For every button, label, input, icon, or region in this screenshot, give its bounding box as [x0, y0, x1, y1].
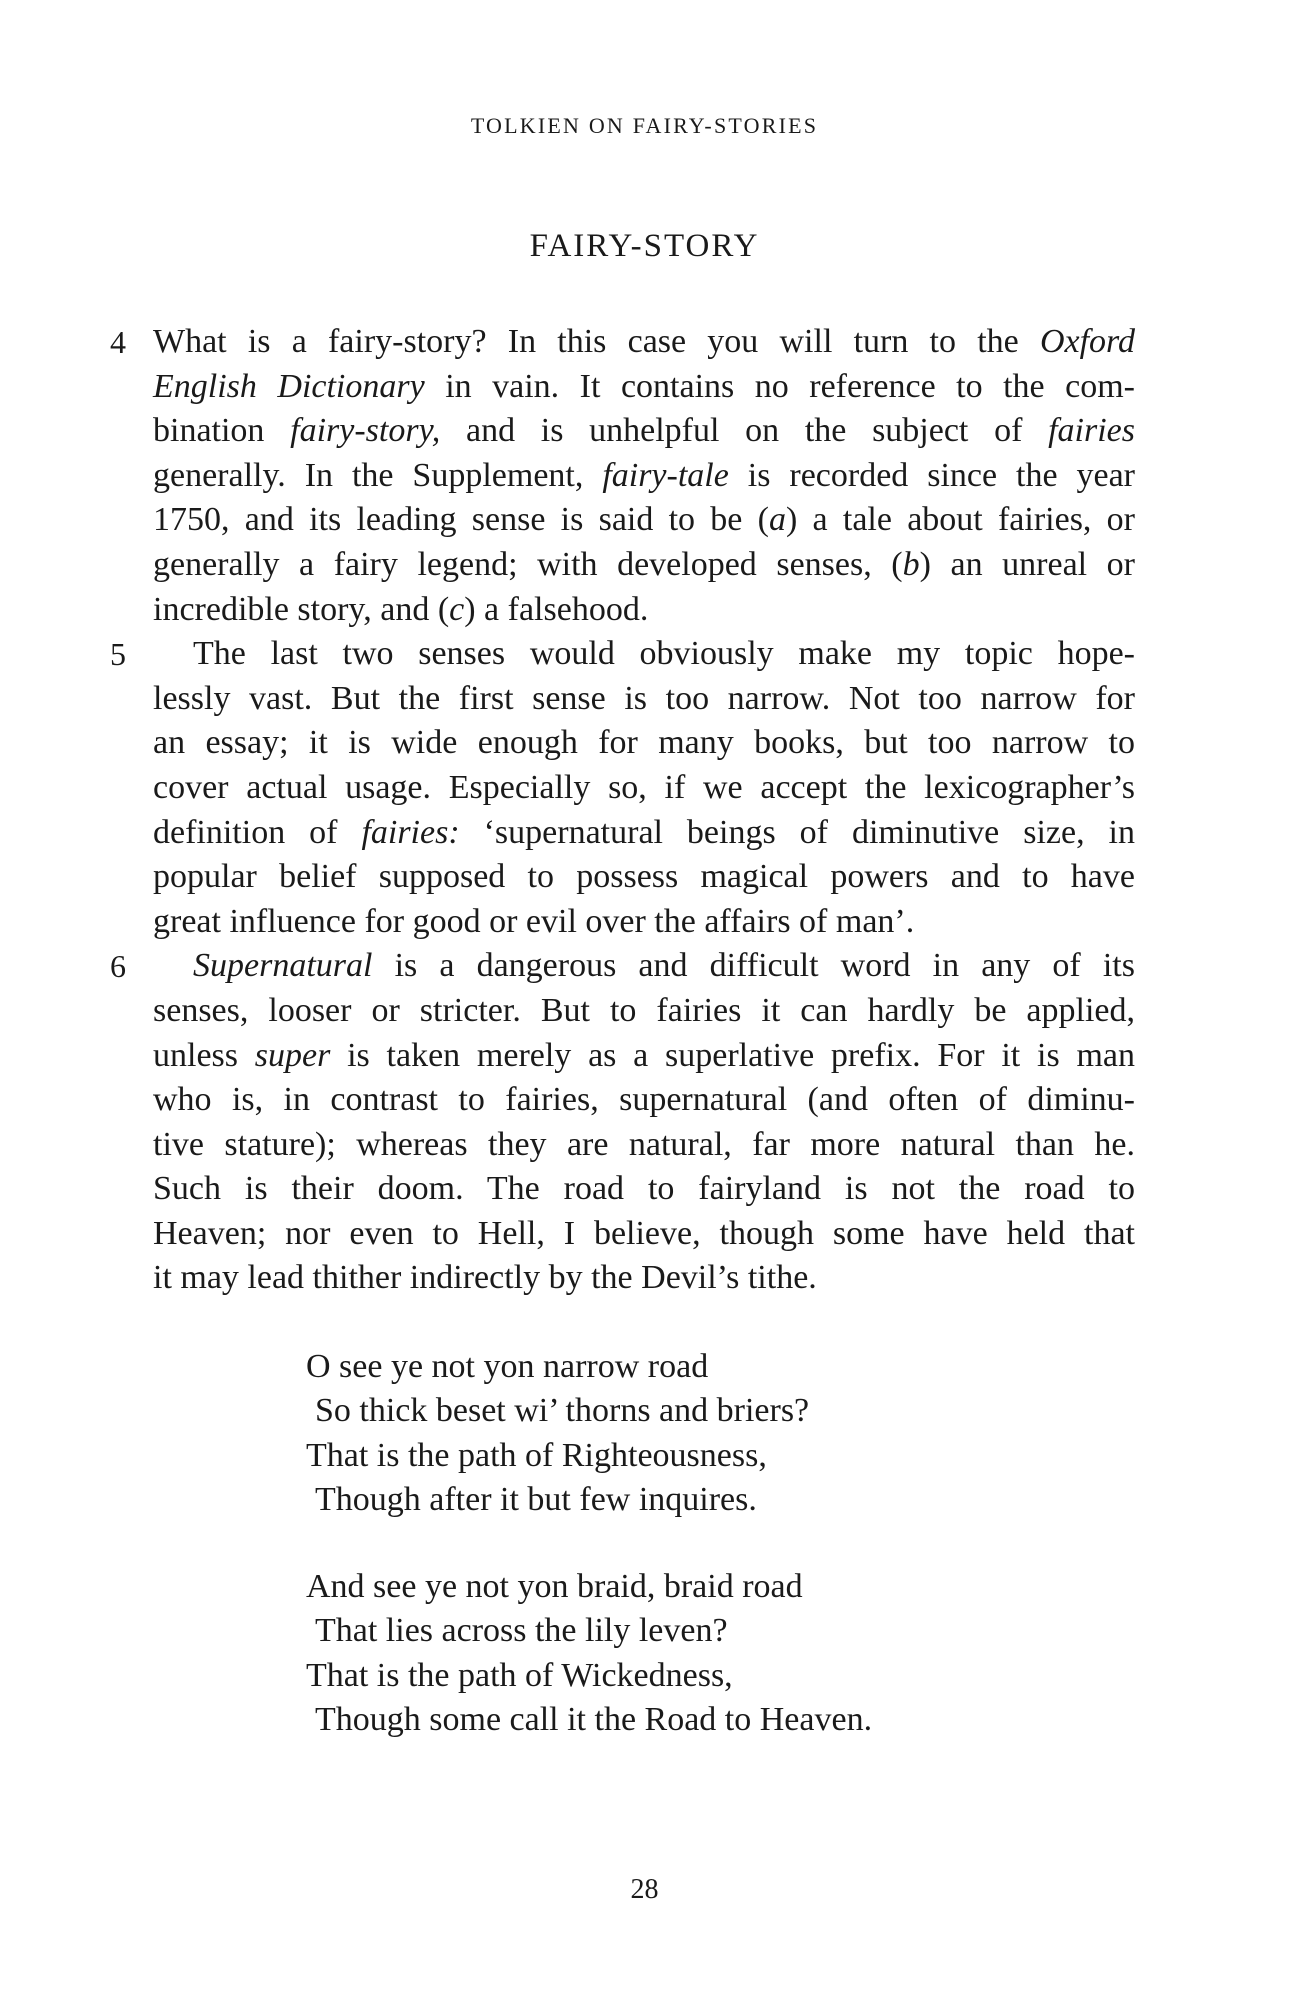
italic-text: c: [449, 590, 465, 628]
italic-text: Oxford: [1039, 323, 1135, 360]
text-line: [153, 632, 1135, 677]
paragraph-number: 5: [110, 636, 126, 673]
page-number: 28: [630, 1874, 659, 1905]
poem-line: O see ye not yon narrow road: [306, 1348, 709, 1385]
text-segment: incredible story, and (: [153, 590, 450, 628]
paragraph-number: 6: [110, 948, 126, 985]
italic-text: Supernatural: [193, 947, 373, 985]
text-segment: lessly vast. But the first sense is too narrow. Not too narrow for: [153, 679, 1135, 717]
paragraph-number: 4: [110, 324, 126, 360]
text-segment: ‘supernatural beings of diminutive size, in: [459, 813, 1135, 851]
text-line: [153, 811, 1135, 856]
text-line: [153, 989, 1135, 1034]
poem-stanza: [306, 1565, 872, 1742]
text-segment: Heaven; nor even to Hell, I believe, though some have held that: [153, 1214, 1135, 1252]
poem-line: Though some call it the Road to Heaven.: [315, 1701, 873, 1739]
text-segment: senses, looser or stricter. But to fairies it can hardly be applied,: [153, 991, 1135, 1029]
italic-text: b: [902, 545, 920, 583]
italic-text: a: [768, 501, 786, 539]
text-line: [153, 900, 1135, 945]
poem-line: That is the path of Wickedness,: [306, 1656, 733, 1694]
text-line: [153, 1212, 1135, 1257]
text-line: [153, 677, 1135, 722]
text-line: [153, 588, 1135, 633]
text-segment: and is unhelpful on the subject of: [440, 412, 1049, 450]
italic-text: fairy-story,: [290, 412, 441, 450]
text-segment: is a dangerous and difficult word in any of its: [372, 947, 1135, 985]
italic-text: fairies:: [361, 813, 460, 851]
text-line: [153, 365, 1135, 410]
section-title: FAIRY-STORY: [529, 228, 760, 264]
text-line: [153, 454, 1135, 499]
italic-text: English Dictionary: [153, 367, 425, 405]
text-line: [153, 944, 1135, 989]
text-line: [153, 409, 1135, 454]
running-head: TOLKIEN ON FAIRY-STORIES: [470, 113, 819, 138]
text-segment: unless: [153, 1036, 255, 1074]
text-line: [153, 543, 1135, 588]
text-segment: ) a falsehood.: [464, 590, 649, 628]
text-line: [153, 766, 1135, 811]
text-segment: 1750, and its leading sense is said to be (: [153, 501, 769, 539]
text-segment: who is, in contrast to fairies, supernatural (and often of diminu-: [153, 1081, 1135, 1119]
text-segment: ) an unreal or: [919, 545, 1135, 583]
text-segment: Such is their doom. The road to fairyland is not the road to: [153, 1170, 1135, 1208]
text-segment: great influence for good or evil over the affairs of man’.: [153, 902, 915, 940]
text-segment: cover actual usage. Especially so, if we accept the lexicographer’s: [153, 768, 1135, 806]
poem-quotation: [306, 1345, 872, 1785]
text-segment: The last two senses would obviously make my topic hope-: [193, 635, 1135, 673]
body-text: [110, 320, 1136, 1301]
text-segment: definition of: [153, 813, 362, 851]
text-segment: popular belief supposed to possess magical powers and to have: [153, 858, 1135, 896]
poem-line: Though after it but few inquires.: [315, 1480, 757, 1518]
text-line: [153, 721, 1135, 766]
text-segment: it may lead thither indirectly by the Devil’s tithe.: [153, 1259, 817, 1297]
text-line: [153, 855, 1135, 900]
italic-text: super: [254, 1036, 331, 1074]
poem-line: That is the path of Righteousness,: [306, 1436, 767, 1474]
text-segment: is recorded since the year: [728, 456, 1136, 494]
text-segment: What is a fairy-story? In this case you will turn to the: [153, 323, 1040, 360]
text-segment: bination: [153, 412, 291, 450]
poem-line: That lies across the lily leven?: [315, 1612, 728, 1650]
poem-stanza: [306, 1345, 872, 1522]
text-segment: tive stature); whereas they are natural, far more natural than he.: [153, 1125, 1135, 1163]
text-line: [153, 320, 1135, 365]
poem-line: So thick beset wi’ thorns and briers?: [315, 1392, 810, 1430]
text-line: [153, 1123, 1135, 1168]
italic-text: fairies: [1048, 412, 1135, 450]
text-line: [153, 1167, 1135, 1212]
text-line: [153, 1256, 1135, 1301]
poem-line: And see ye not yon braid, braid road: [306, 1568, 803, 1606]
text-segment: ) a tale about fairies, or: [785, 501, 1135, 539]
italic-text: fairy-tale: [602, 456, 729, 494]
text-segment: is taken merely as a superlative prefix. For it is man: [330, 1036, 1135, 1074]
text-segment: in vain. It contains no reference to the com-: [424, 367, 1135, 405]
text-segment: generally a fairy legend; with developed senses, (: [153, 545, 903, 583]
text-line: [153, 1034, 1135, 1079]
text-line: [153, 1078, 1135, 1123]
text-line: [153, 498, 1135, 543]
text-segment: generally. In the Supplement,: [153, 456, 603, 494]
text-segment: an essay; it is wide enough for many books, but too narrow to: [153, 724, 1135, 762]
